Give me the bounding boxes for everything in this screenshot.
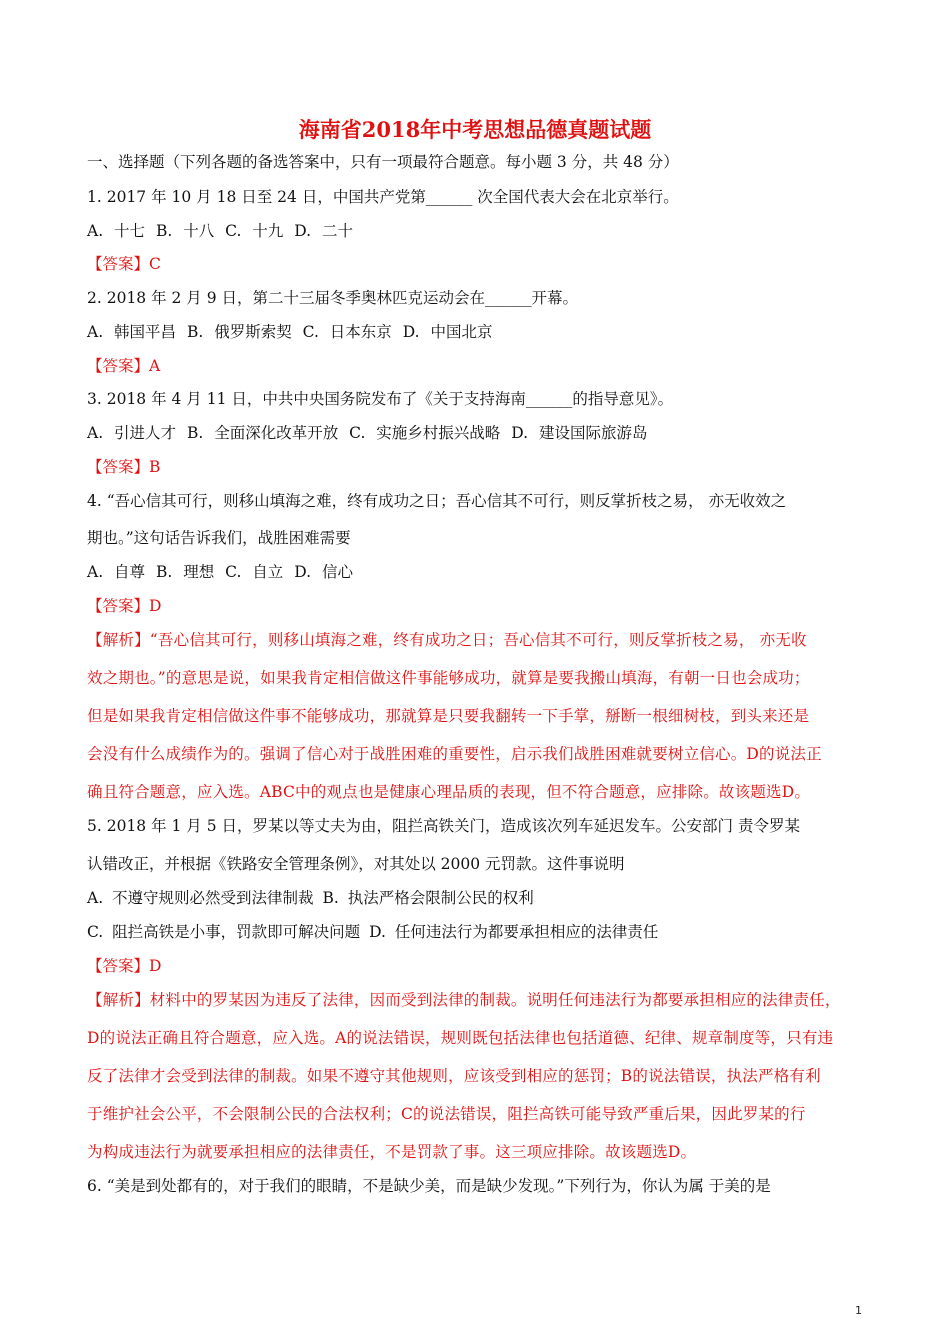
page-title: 海南省2018年中考思想品德真题试题 [298, 117, 652, 142]
question-4-analysis-line-5: 确且符合题意，应入选。ABC中的观点也是健康心理品质的表现，但不符合题意，应排除。故该题选D。 [87, 783, 811, 801]
question-4-answer: 【答案】D [87, 597, 162, 615]
question-5-options-line-2: C. 阻拦高铁是小事，罚款即可解决问题 D. 任何违法行为都要承担相应的法律责任 [87, 923, 659, 941]
question-4-stem-line-1: 4. “吾心信其可行，则移山填海之难，终有成功之日；吾心信其不可行，则反掌折枝之易， 亦无收效之 [87, 492, 787, 510]
question-4-stem-line-2: 期也。”这句话告诉我们，战胜困难需要 [87, 529, 351, 547]
question-2-stem: 2. 2018 年 2 月 9 日，第二十三届冬季奥林匹克运动会在______开幕。 [87, 289, 579, 307]
question-3-options: A. 引进人才 B. 全面深化改革开放 C. 实施乡村振兴战略 D. 建设国际旅游岛 [87, 424, 648, 442]
question-5-analysis-line-4: 于维护社会公平，不会限制公民的合法权利；C的说法错误，阻拦高铁可能导致严重后果，因此罗某的行 [87, 1105, 806, 1123]
question-4-options: A. 自尊 B. 理想 C. 自立 D. 信心 [87, 563, 353, 581]
question-4-analysis-line-2: 效之期也。”的意思是说，如果我肯定相信做这件事能够成功，就算是要我搬山填海，有朝一日也会成功； [87, 669, 810, 687]
question-1-answer: 【答案】C [87, 255, 161, 273]
question-1-options: A. 十七 B. 十八 C. 十九 D. 二十 [87, 222, 353, 240]
question-4-analysis-line-1: 【解析】“吾心信其可行，则移山填海之难，终有成功之日；吾心信其不可行，则反掌折枝之易， 亦无收 [87, 631, 807, 649]
question-5-stem-line-2: 认错改正，并根据《铁路安全管理条例》，对其处以 2000 元罚款。这件事说明 [87, 855, 625, 873]
page-number: 1 [855, 1304, 862, 1317]
question-5-analysis-line-1: 【解析】材料中的罗某因为违反了法律，因而受到法律的制裁。说明任何违法行为都要承担相应的法律责任， [87, 991, 841, 1009]
question-5-analysis-line-2: D的说法正确且符合题意，应入选。A的说法错误，规则既包括法律也包括道德、纪律、规章制度等，只有违 [87, 1029, 834, 1047]
question-5-stem-line-1: 5. 2018 年 1 月 5 日，罗某以等丈夫为由，阻拦高铁关门，造成该次列车延迟发车。公安部门 责令罗某 [87, 817, 800, 835]
question-5-options-line-1: A. 不遵守规则必然受到法律制裁 B. 执法严格会限制公民的权利 [87, 889, 534, 907]
question-2-answer: 【答案】A [87, 357, 161, 375]
question-4-analysis-line-4: 会没有什么成绩作为的。强调了信心对于战胜困难的重要性，启示我们战胜困难就要树立信心。D的说法正 [87, 745, 822, 763]
question-3-answer: 【答案】B [87, 458, 161, 476]
question-3-stem: 3. 2018 年 4 月 11 日，中共中央国务院发布了《关于支持海南______的指导意见》。 [87, 390, 674, 408]
question-4-analysis-line-3: 但是如果我肯定相信做这件事不能够成功，那就算是只要我翻转一下手掌，掰断一根细树枝，到头来还是 [87, 707, 810, 725]
section-heading: 一、选择题（下列各题的备选答案中，只有一项最符合题意。每小题 3 分，共 48 分） [87, 153, 679, 171]
question-6-stem-line-1: 6. “美是到处都有的，对于我们的眼睛，不是缺少美，而是缺少发现。”下列行为，你认为属 于美的是 [87, 1177, 771, 1195]
question-1-stem: 1. 2017 年 10 月 18 日至 24 日，中国共产党第______ 次全国代表大会在北京举行。 [87, 188, 679, 206]
question-5-analysis-line-3: 反了法律才会受到法律的制裁。如果不遵守其他规则，应该受到相应的惩罚；B的说法错误，执法严格有利 [87, 1067, 821, 1085]
question-2-options: A. 韩国平昌 B. 俄罗斯索契 C. 日本东京 D. 中国北京 [87, 323, 493, 341]
question-5-analysis-line-5: 为构成违法行为就要承担相应的法律责任，不是罚款了事。这三项应排除。故该题选D。 [87, 1143, 697, 1161]
question-5-answer: 【答案】D [87, 957, 162, 975]
